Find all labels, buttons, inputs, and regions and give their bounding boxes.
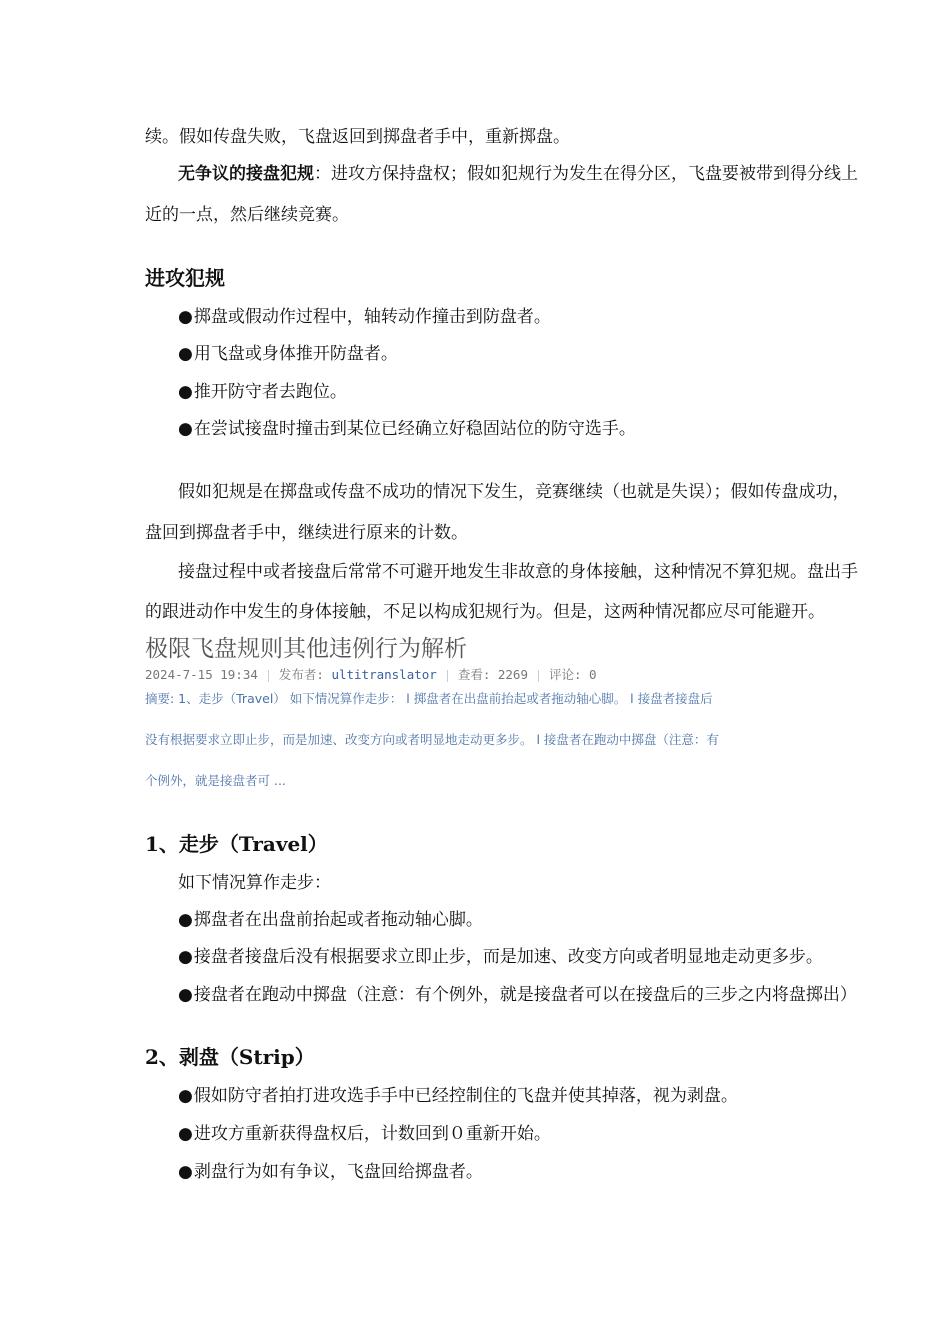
article-date: 2024-7-15 19:34 [145, 667, 258, 682]
offensive-foul-para-1-line-1: 假如犯规是在掷盘或传盘不成功的情况下发生，竞赛继续（也就是失误）；假如传盘成功， [178, 482, 850, 502]
offensive-foul-bullet: ● 推开防守者去跑位。 [178, 381, 347, 403]
comments-label: 评论: [548, 667, 582, 682]
author-link[interactable]: ultitranslator [331, 667, 437, 682]
strip-bullet: ● 假如防守者拍打进攻选手手中已经控制住的飞盘并使其掉落，视为剥盘。 [178, 1085, 738, 1107]
article-title: 极限飞盘规则其他违例行为解析 [145, 636, 467, 662]
article-summary-line-2: 没有根据要求立即止步，而是加速、改变方向或者明显地走动更多步。 l 接盘者在跑动中掷盘（注意：有 [145, 732, 719, 747]
travel-heading: 1、走步（Travel） [145, 832, 328, 856]
strip-bullet: ● 剥盘行为如有争议，飞盘回给掷盘者。 [178, 1161, 483, 1183]
offensive-foul-bullet: ● 在尝试接盘时撞击到某位已经确立好稳固站位的防守选手。 [178, 418, 636, 440]
travel-bullet: ● 接盘者接盘后没有根据要求立即止步，而是加速、改变方向或者明显地走动更多步。 [178, 946, 823, 968]
offensive-foul-bullet: ● 用飞盘或身体推开防盘者。 [178, 343, 398, 365]
uncontested-foul-term: 无争议的接盘犯规 [178, 164, 314, 184]
uncontested-foul-line-2: 近的一点，然后继续竞赛。 [145, 205, 349, 225]
comments-count: 0 [589, 667, 597, 682]
meta-divider [447, 670, 448, 682]
travel-bullet: ● 掷盘者在出盘前抬起或者拖动轴心脚。 [178, 909, 483, 931]
views-label: 查看: [457, 667, 491, 682]
views-count: 2269 [497, 667, 528, 682]
intro-line-1: 续。假如传盘失败，飞盘返回到掷盘者手中，重新掷盘。 [145, 127, 570, 147]
uncontested-foul-paragraph [178, 163, 858, 185]
offensive-foul-para-2-line-1: 接盘过程中或者接盘后常常不可避开地发生非故意的身体接触，这种情况不算犯规。盘出手 [178, 562, 858, 582]
offensive-foul-bullet: ● 掷盘或假动作过程中，轴转动作撞击到防盘者。 [178, 306, 551, 328]
strip-heading: 2、剥盘（Strip） [145, 1045, 315, 1069]
author-label: 发布者: [278, 667, 324, 682]
offensive-fouls-heading: 进攻犯规 [145, 266, 225, 290]
travel-intro: 如下情况算作走步： [178, 873, 331, 893]
uncontested-foul-text: ：进攻方保持盘权；假如犯规行为发生在得分区，飞盘要被带到得分线上 [314, 164, 858, 184]
strip-bullet: ● 进攻方重新获得盘权后，计数回到０重新开始。 [178, 1123, 551, 1145]
offensive-foul-para-1-line-2: 盘回到掷盘者手中，继续进行原来的计数。 [145, 523, 468, 543]
offensive-foul-para-2-line-2: 的跟进动作中发生的身体接触，不足以构成犯规行为。但是，这两种情况都应尽可能避开。 [145, 602, 825, 622]
article-summary-line-3: 个例外，就是接盘者可 ... [145, 773, 286, 788]
travel-bullet: ● 接盘者在跑动中掷盘（注意：有个例外，就是接盘者可以在接盘后的三步之内将盘掷出） [178, 984, 857, 1006]
meta-divider [538, 670, 539, 682]
article-meta [145, 667, 597, 683]
article-summary-line-1: 摘要: 1、走步（Travel） 如下情况算作走步： l 掷盘者在出盘前抬起或者拖动轴心脚。 l 接盘者接盘后 [145, 691, 713, 706]
meta-divider [268, 670, 269, 682]
